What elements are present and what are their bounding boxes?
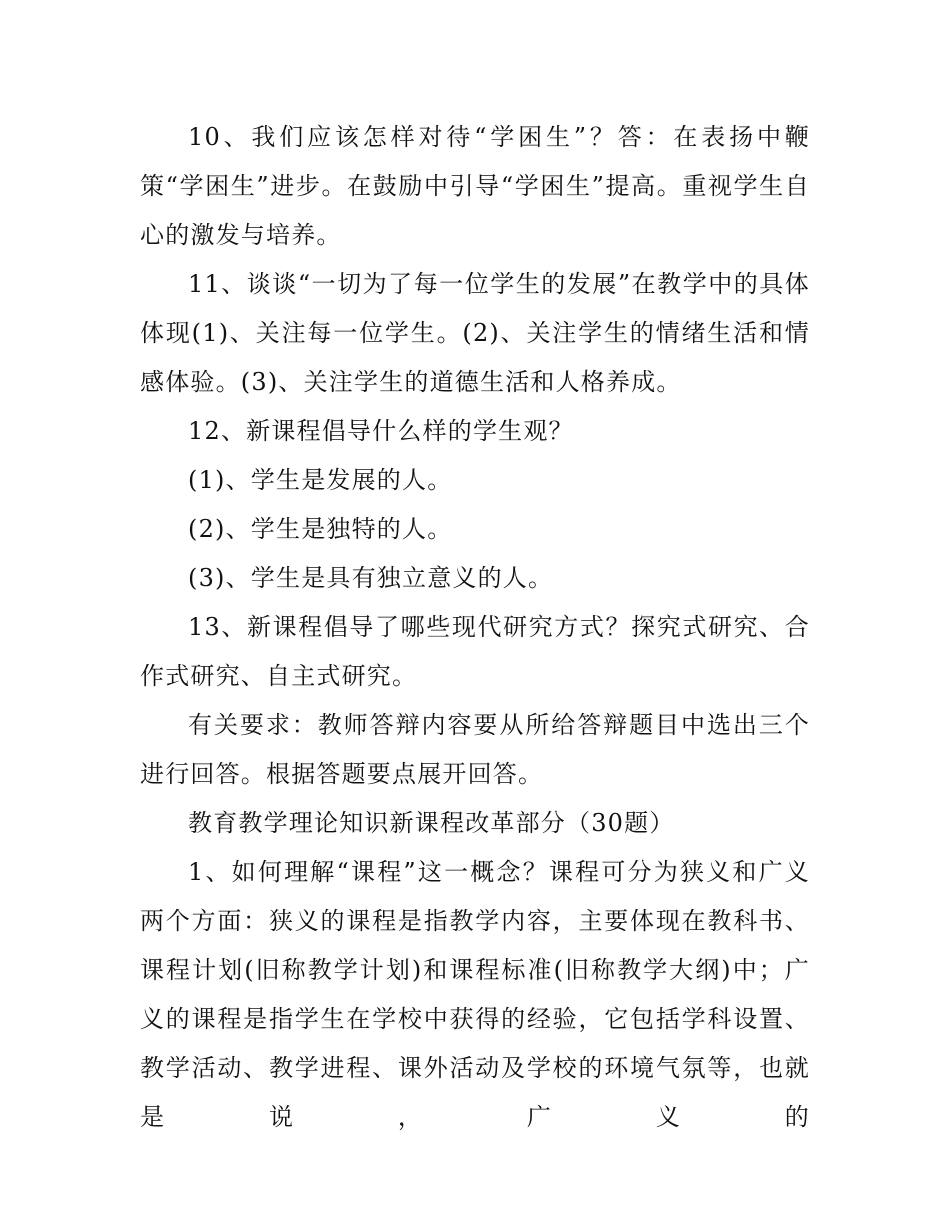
paragraph-q13: 13、新课程倡导了哪些现代研究方式？探究式研究、合作式研究、自主式研究。 [140,613,810,690]
paragraph-q12-point-2: (2)、学生是独特的人。 [188,515,453,543]
section-heading: 教育教学理论知识新课程改革部分（30题） [188,809,675,837]
paragraph-q12: 12、新课程倡导什么样的学生观？ [188,417,574,445]
paragraph-requirements: 有关要求：教师答辩内容要从所给答辩题目中选出三个进行回答。根据答题要点展开回答。 [140,711,810,788]
paragraph-q1-curriculum: 1、如何理解“课程”这一概念？课程可分为狭义和广义两个方面：狭义的课程是指教学内容，主要体现在教科书、课程计划(旧称教学计划)和课程标准(旧称教学大纲)中；广义的课程是指学生在学校中获得的经验，它包括学科设置、教学活动、教学进程、课外活动及学校的环境气氛等，也就是说，广义的 [140,858,810,1131]
paragraph-q12-point-3: (3)、学生是具有独立意义的人。 [188,564,554,592]
document-body [140,113,810,1142]
paragraph-q12-point-1: (1)、学生是发展的人。 [188,466,453,494]
paragraph-q11: 11、谈谈“一切为了每一位学生的发展”在教学中的具体体现(1)、关注每一位学生。(2)、关注学生的情绪生活和情感体验。(3)、关注学生的道德生活和人格养成。 [140,270,810,396]
paragraph-q10: 10、我们应该怎样对待“学困生”？答：在表扬中鞭策“学困生”进步。在鼓励中引导“学困生”提高。重视学生自心的激发与培养。 [140,123,810,249]
